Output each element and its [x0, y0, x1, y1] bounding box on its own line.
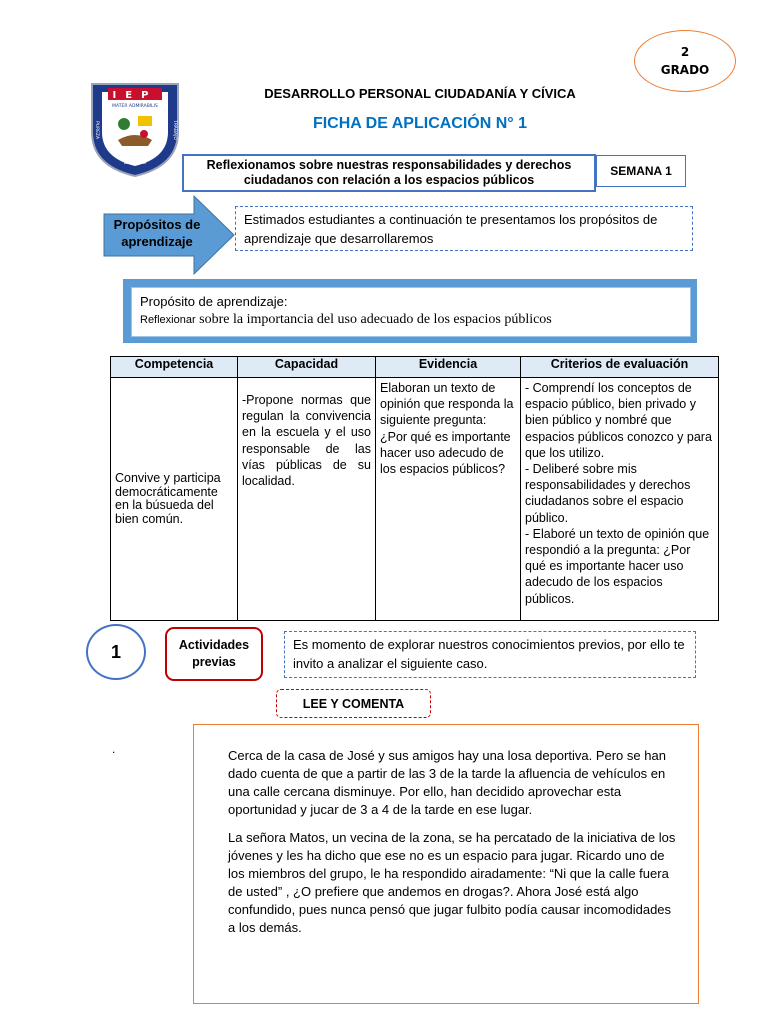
explore-text: Es momento de explorar nuestros conocimientos previos, por ello te invito a analizar el siguiente caso.: [284, 631, 696, 678]
grade-badge: [634, 30, 736, 92]
grade-number: 2: [680, 45, 690, 59]
table-header-row: [111, 357, 719, 378]
criterion-3: - Elaboré un texto de opinión que respondió a la pregunta: ¿Por qué es importante hacer uso adecudo de los espacios públicos.: [525, 526, 710, 606]
logo-left-word: PUREZA: [94, 120, 99, 140]
cell-evidencia: Elaboran un texto de opinión que responda la siguiente pregunta: ¿Por qué es importante hacer uso adecudo de los espacios públicos?: [376, 378, 521, 621]
purpose-arrow-line-2: aprendizaje: [121, 234, 193, 249]
cell-criterios: [521, 378, 719, 621]
purpose-arrow-label: [108, 216, 206, 250]
worksheet-title: FICHA DE APLICACIÓN N° 1: [312, 115, 528, 132]
topic-line-1: Reflexionamos sobre nuestras responsabilidades y derechos: [206, 158, 572, 172]
topic-line-2: ciudadanos con relación a los espacios públicos: [243, 173, 535, 187]
table-row: [111, 378, 719, 621]
header-competencia: Competencia: [111, 357, 238, 378]
activity-label-line-1: Actividades: [178, 638, 250, 652]
school-crest-logo: [88, 80, 182, 178]
story-paragraph-2: La señora Matos, un vecina de la zona, se ha percatado de la iniciativa de los jóvenes y les ha dicho que ese no es un espacio para jugar. Ricardo uno de los miembros del grupo, le ha respondido airadamente: “Ni que la calle fuera de usted” , ¿O prefiere que andemos en drogas?. Ahora José está algo confundido, pues nunca pensó que jugar fulbito podía causar incomodidades a los demás.: [228, 830, 676, 935]
activity-label-line-2: previas: [192, 655, 236, 669]
purpose-text: sobre la importancia del uso adecuado de los espacios públicos: [199, 312, 552, 327]
purpose-verb: Reflexionar: [140, 314, 196, 326]
purpose-statement: [140, 312, 682, 328]
criterion-1: - Comprendí los conceptos de espacio público, bien privado y bien público y nombré que espacios públicos conozco y para que los utilizo.: [525, 381, 712, 460]
header-evidencia: Evidencia: [376, 357, 521, 378]
logo-acronym: IEP: [112, 90, 158, 101]
logo-right-word: TRABAJO: [172, 120, 177, 140]
header-capacidad: Capacidad: [238, 357, 376, 378]
header-criterios: Criterios de evaluación: [521, 357, 719, 378]
story-paragraph-1: Cerca de la casa de José y sus amigos hay una losa deportiva. Pero se han dado cuenta de que a partir de las 3 de la tarde la afluencia de vehículos en una calle cercana disminuye. Por ello, han decidido aprovechar esta oportunidad y jucar de 3 a 4 de la tarde en ese lugar.: [228, 748, 666, 817]
purpose-box: [131, 287, 691, 337]
case-story-box: [193, 724, 699, 1004]
cell-capacidad: -Propone normas que regulan la convivencia en la escuela y el uso responsable de las vías públicas de su localidad.: [238, 378, 376, 621]
read-and-comment-label: LEE Y COMENTA: [276, 689, 431, 718]
stray-dot: .: [112, 742, 116, 756]
criterion-2: - Deliberé sobre mis responsabilidades y derechos ciudadanos sobre el espacio público.: [525, 462, 691, 525]
cell-competencia: Convive y participa democráticamente en la búsueda del bien común.: [111, 378, 238, 621]
grade-label: GRADO: [660, 63, 710, 77]
purpose-arrow-line-1: Propósitos de: [113, 217, 201, 232]
topic-box: [182, 154, 596, 192]
subject-title: DESARROLLO PERSONAL CIUDADANÍA Y CÍVICA: [264, 86, 576, 101]
competency-table: [110, 356, 719, 621]
activity-number: 1: [86, 624, 146, 680]
purpose-title: Propósito de aprendizaje:: [140, 294, 288, 309]
logo-motto: MATER ADMIRABILIS: [112, 104, 158, 109]
activity-label: [165, 627, 263, 681]
logo-bottom-word: ESTUDIO: [123, 160, 147, 166]
week-label: SEMANA 1: [596, 155, 686, 187]
intro-text: Estimados estudiantes a continuación te presentamos los propósitos de aprendizaje que desarrollaremos: [235, 206, 693, 251]
